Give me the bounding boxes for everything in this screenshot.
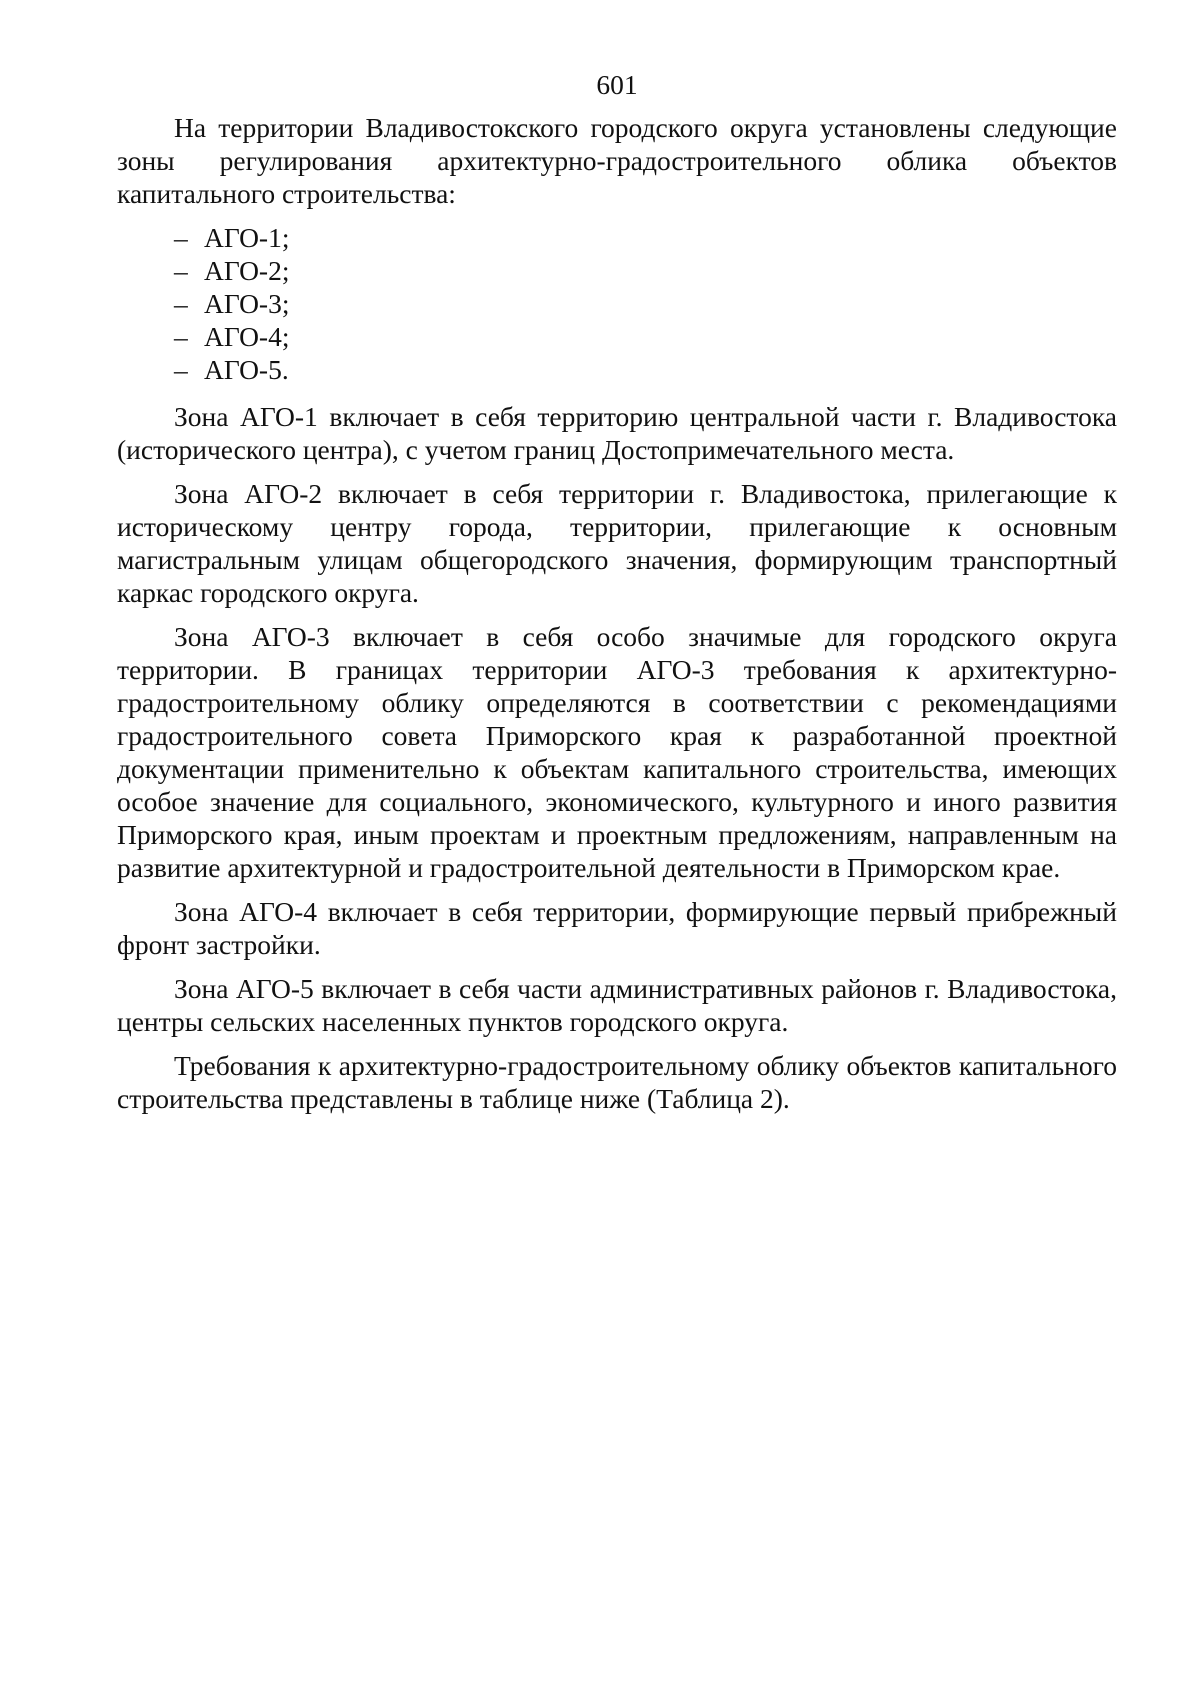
zone-list-item xyxy=(174,353,1117,386)
intro-paragraph: На территории Владивостокского городского округа установлены следующие зоны регулирования архитектурно-градостроительного облика объектов капитального строительства: xyxy=(117,112,1117,209)
zone-list-item-label: АГО-2; xyxy=(204,255,290,286)
zone-list-item xyxy=(174,287,1117,320)
list-dash: – xyxy=(174,255,188,286)
zone-list-item-label: АГО-4; xyxy=(204,321,290,352)
zone-list-item xyxy=(174,254,1117,287)
list-dash: – xyxy=(174,321,188,352)
zone-list-item xyxy=(174,221,1117,254)
zone5-paragraph: Зона АГО-5 включает в себя части административных районов г. Владивостока, центры сельских населенных пунктов городского округа. xyxy=(117,973,1117,1037)
page-number: 601 xyxy=(596,69,638,100)
zone-list xyxy=(117,221,1117,386)
zone-list-item-label: АГО-5. xyxy=(204,354,289,385)
list-dash: – xyxy=(174,288,188,319)
zone-list-item-label: АГО-3; xyxy=(204,288,290,319)
zone3-paragraph: Зона АГО-3 включает в себя особо значимые для городского округа территории. В границах территории АГО-3 требования к архитектурно-градостроительному облику определяются в соответствии с рекомендациями градостроительного совета Приморского края к разработанной проектной документации применительно к объектам капитального строительства, имеющих особое значение для социального, экономического, культурного и иного развития Приморского края, иным проектам и проектным предложениям, направленным на развитие архитектурной и градостроительной деятельности в Приморском крае. xyxy=(117,621,1117,883)
zone-list-item-label: АГО-1; xyxy=(204,222,290,253)
zone1-paragraph: Зона АГО-1 включает в себя территорию центральной части г. Владивостока (исторического центра), с учетом границ Достопримечательного места. xyxy=(117,401,1117,465)
list-dash: – xyxy=(174,222,188,253)
list-dash: – xyxy=(174,354,188,385)
requirements-paragraph: Требования к архитектурно-градостроительному облику объектов капитального строительства представлены в таблице ниже (Таблица 2). xyxy=(117,1050,1117,1114)
zone4-paragraph: Зона АГО-4 включает в себя территории, формирующие первый прибрежный фронт застройки. xyxy=(117,896,1117,960)
document-page xyxy=(117,68,1117,1126)
zone-list-item xyxy=(174,320,1117,353)
zone2-paragraph: Зона АГО-2 включает в себя территории г. Владивостока, прилегающие к историческому центру города, территории, прилегающие к основным магистральным улицам общегородского значения, формирующим транспортный каркас городского округа. xyxy=(117,478,1117,608)
